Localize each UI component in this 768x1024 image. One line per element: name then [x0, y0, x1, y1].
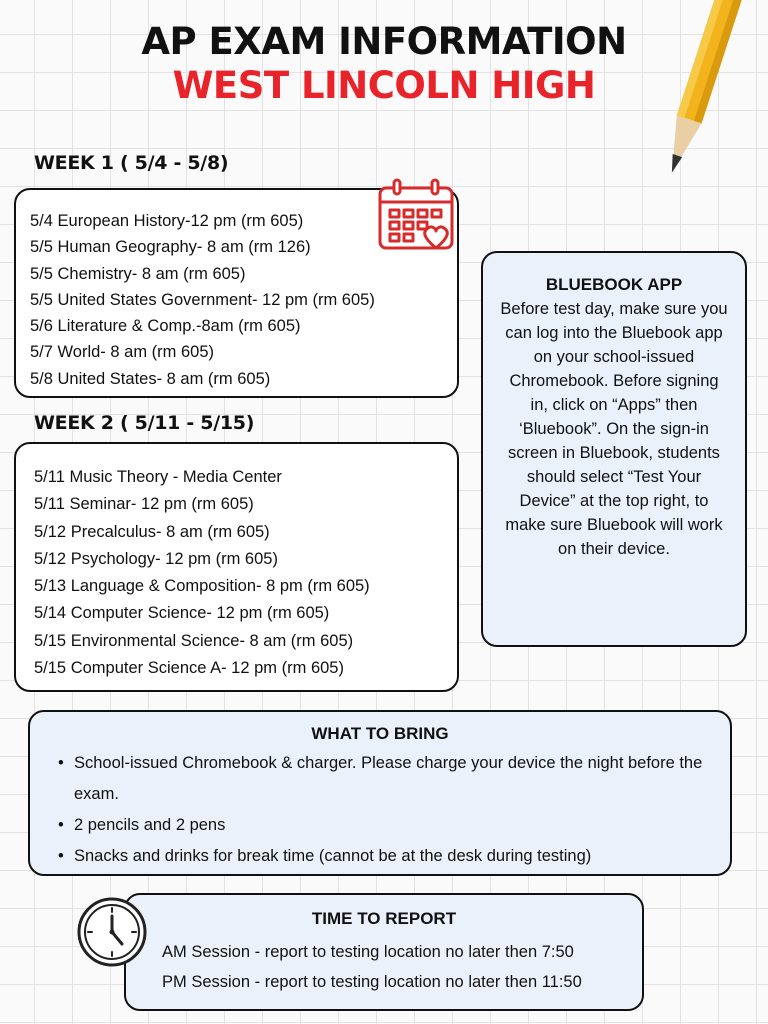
exam-item: 5/15 Environmental Science- 8 am (rm 605) [34, 631, 354, 650]
clock-icon [76, 896, 148, 968]
what-to-bring-panel [28, 710, 732, 876]
exam-item: 5/7 World- 8 am (rm 605) [30, 343, 214, 362]
week2-heading: WEEK 2 ( 5/11 - 5/15) [34, 412, 255, 434]
exam-item: 5/11 Music Theory - Media Center [34, 468, 282, 486]
exam-item: 5/14 Computer Science- 12 pm (rm 605) [34, 604, 330, 623]
am-session-time: AM Session - report to testing location no later then 7:50 [162, 943, 574, 961]
bring-item: • School-issued Chromebook & charger. Please charge your device the night before the exam. [72, 748, 712, 810]
exam-item: 5/11 Seminar- 12 pm (rm 605) [34, 495, 254, 514]
exam-item: 5/13 Language & Composition- 8 pm (rm 605) [34, 577, 370, 596]
school-name: WEST LINCOLN HIGH [172, 64, 596, 107]
bluebook-info-panel [481, 251, 747, 647]
exam-item: 5/5 United States Government- 12 pm (rm 605) [30, 290, 375, 309]
calendar-heart-icon [374, 174, 458, 258]
exam-item: 5/6 Literature & Comp.-8am (rm 605) [30, 317, 301, 336]
week2-exam-list [34, 464, 370, 682]
exam-item: 5/4 European History-12 pm (rm 605) [30, 212, 304, 230]
exam-item: 5/12 Precalculus- 8 am (rm 605) [34, 522, 270, 541]
page-title: AP EXAM INFORMATION [141, 20, 627, 63]
exam-item: 5/5 Human Geography- 8 am (rm 126) [30, 238, 311, 257]
bluebook-instructions: Before test day, make sure you can log into the Bluebook app on your school-issued Chromebook. Before signing in, click on “Apps” then ‘Bluebook”. On the sign-in screen in Bluebook, students should select “Test Your Device” at the top right, to make sure Bluebook will work on their device. [500, 300, 728, 558]
time-to-report-panel [124, 893, 644, 1011]
exam-item: 5/15 Computer Science A- 12 pm (rm 605) [34, 659, 344, 678]
week1-heading: WEEK 1 ( 5/4 - 5/8) [34, 152, 229, 174]
bring-item: • Snacks and drinks for break time (cannot be at the desk during testing) [72, 841, 712, 872]
week1-exam-list [30, 208, 375, 392]
pm-session-time: PM Session - report to testing location no later then 11:50 [162, 973, 582, 991]
bring-item: • 2 pencils and 2 pens [72, 810, 712, 841]
what-to-bring-list [72, 748, 712, 872]
bluebook-title: BLUEBOOK APP [545, 275, 683, 294]
what-to-bring-title: WHAT TO BRING [311, 724, 449, 743]
week2-schedule-box [14, 442, 459, 692]
exam-item: 5/5 Chemistry- 8 am (rm 605) [30, 264, 246, 283]
exam-item: 5/8 United States- 8 am (rm 605) [30, 369, 271, 388]
time-to-report-title: TIME TO REPORT [311, 909, 457, 928]
exam-item: 5/12 Psychology- 12 pm (rm 605) [34, 549, 278, 568]
